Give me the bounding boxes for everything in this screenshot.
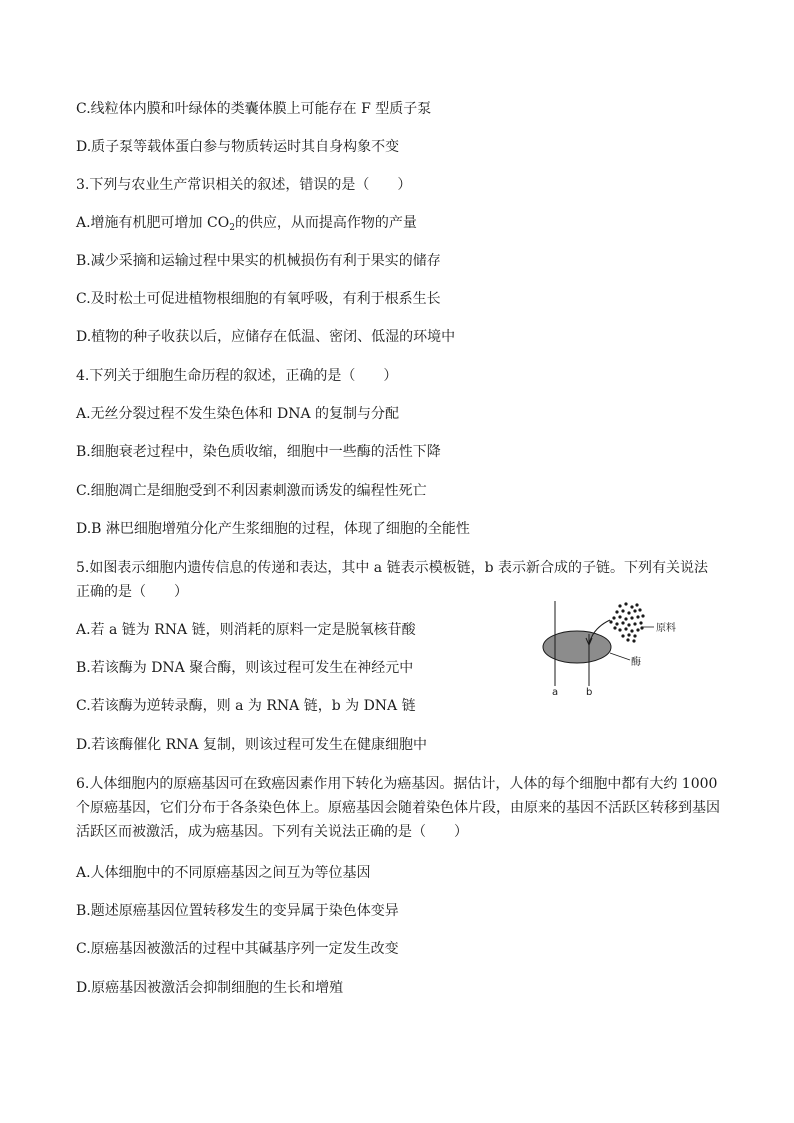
q5-option-d: D.若该酶催化 RNA 复制，则该过程可发生在健康细胞中 [76, 737, 427, 753]
particle-dot [630, 616, 633, 619]
q5-option-b: B.若该酶为 DNA 聚合酶，则该过程可发生在神经元中 [76, 660, 414, 676]
strand-b-label: b [586, 687, 593, 698]
particle-dot [630, 629, 633, 632]
particle-dot [618, 615, 621, 618]
q4-option-d: D.B 淋巴细胞增殖分化产生浆细胞的过程，体现了细胞的全能性 [76, 521, 470, 537]
particle-dot [615, 622, 618, 625]
particle-dot [636, 628, 639, 631]
replication-diagram [538, 598, 688, 698]
q4-stem: 4.下列关于细胞生命历程的叙述，正确的是（ ） [76, 368, 398, 384]
enzyme-label: 酶 [631, 657, 641, 668]
particle-dot [624, 602, 627, 605]
raw-material-label: 原料 [656, 623, 676, 634]
q5-option-c: C.若该酶为逆转录酶，则 a 为 RNA 链，b 为 DNA 链 [76, 698, 416, 714]
particle-dot [621, 609, 624, 612]
particle-dot [624, 617, 627, 620]
particle-dot [609, 620, 612, 623]
q6-stem: 6.人体细胞内的原癌基因可在致癌因素作用下转化为癌基因。据估计，人体的每个细胞中都有大约 1000 个原癌基因，它们分布于各条染色体上。原癌基因会随着染色体片段，由原来的基因不活跃区转移到基因活跃区而被激活，成为癌基因。下列有关说法正确的是（ ） [76, 776, 720, 840]
q3-option-a [76, 213, 417, 238]
particle-dot [613, 626, 616, 629]
particle-dot [635, 603, 638, 606]
q3-option-d: D.植物的种子收获以后，应储存在低温、密闭、低湿的环境中 [76, 329, 456, 345]
q6-option-a: A.人体细胞中的不同原癌基因之间互为等位基因 [76, 865, 371, 881]
q3-option-a-rest: 的供应，从而提高作物的产量 [234, 215, 417, 231]
q4-option-a: A.无丝分裂过程不发生染色体和 DNA 的复制与分配 [76, 406, 400, 422]
particle-dot [621, 621, 624, 624]
q5-option-a: A.若 a 链为 RNA 链，则消耗的原料一定是脱氧核苷酸 [76, 622, 416, 638]
replication-diagram-svg [538, 598, 688, 698]
q2-option-c: C.线粒体内膜和叶绿体的类囊体膜上可能存在 F 型质子泵 [76, 101, 432, 117]
particle-dot [615, 610, 618, 613]
particle-dot [612, 616, 615, 619]
q3-option-c: C.及时松土可促进植物根细胞的有氧呼吸，有利于根系生长 [76, 291, 441, 307]
q6-option-c: C.原癌基因被激活的过程中其碱基序列一定发生改变 [76, 941, 399, 957]
raw-material-particles [609, 602, 644, 642]
q2-option-d: D.质子泵等载体蛋白参与物质转运时其自身构象不变 [76, 139, 400, 155]
q5-stem: 5.如图表示细胞内遗传信息的传递和表达，其中 a 链表示模板链，b 表示新合成的子链。下列有关说法正确的是（ ） [76, 560, 709, 600]
enzyme-ellipse [543, 631, 611, 663]
particle-dot [639, 621, 642, 624]
enzyme-leader [610, 653, 630, 660]
co2-subscript: 2 [229, 223, 235, 233]
particle-dot [633, 634, 636, 637]
particle-dot [618, 604, 621, 607]
particle-dot [621, 634, 624, 637]
particle-dot [618, 628, 621, 631]
q4-option-c: C.细胞凋亡是细胞受到不利因素刺激而诱发的编程性死亡 [76, 483, 427, 499]
q4-option-b: B.细胞衰老过程中，染色质收缩，细胞中一些酶的活性下降 [76, 444, 441, 460]
particle-dot [627, 623, 630, 626]
particle-dot [627, 633, 630, 636]
particle-dot [633, 622, 636, 625]
particle-dot [633, 609, 636, 612]
particle-dot [636, 615, 639, 618]
particle-dot [630, 605, 633, 608]
particle-dot [627, 611, 630, 614]
particle-dot [624, 627, 627, 630]
particle-dot [641, 614, 644, 617]
q3-option-a-text: A.增施有机肥可增加 CO [76, 215, 230, 231]
q3-stem: 3.下列与农业生产常识相关的叙述，错误的是（ ） [76, 177, 412, 193]
q6-option-d: D.原癌基因被激活会抑制细胞的生长和增殖 [76, 980, 344, 996]
particle-dot [632, 639, 635, 642]
particle-dot [626, 638, 629, 641]
q3-option-b: B.减少采摘和运输过程中果实的机械损伤有利于果实的储存 [76, 253, 441, 269]
q6-option-b: B.题述原癌基因位置转移发生的变异属于染色体变异 [76, 903, 399, 919]
strand-a-label: a [552, 687, 559, 698]
particle-dot [638, 608, 641, 611]
